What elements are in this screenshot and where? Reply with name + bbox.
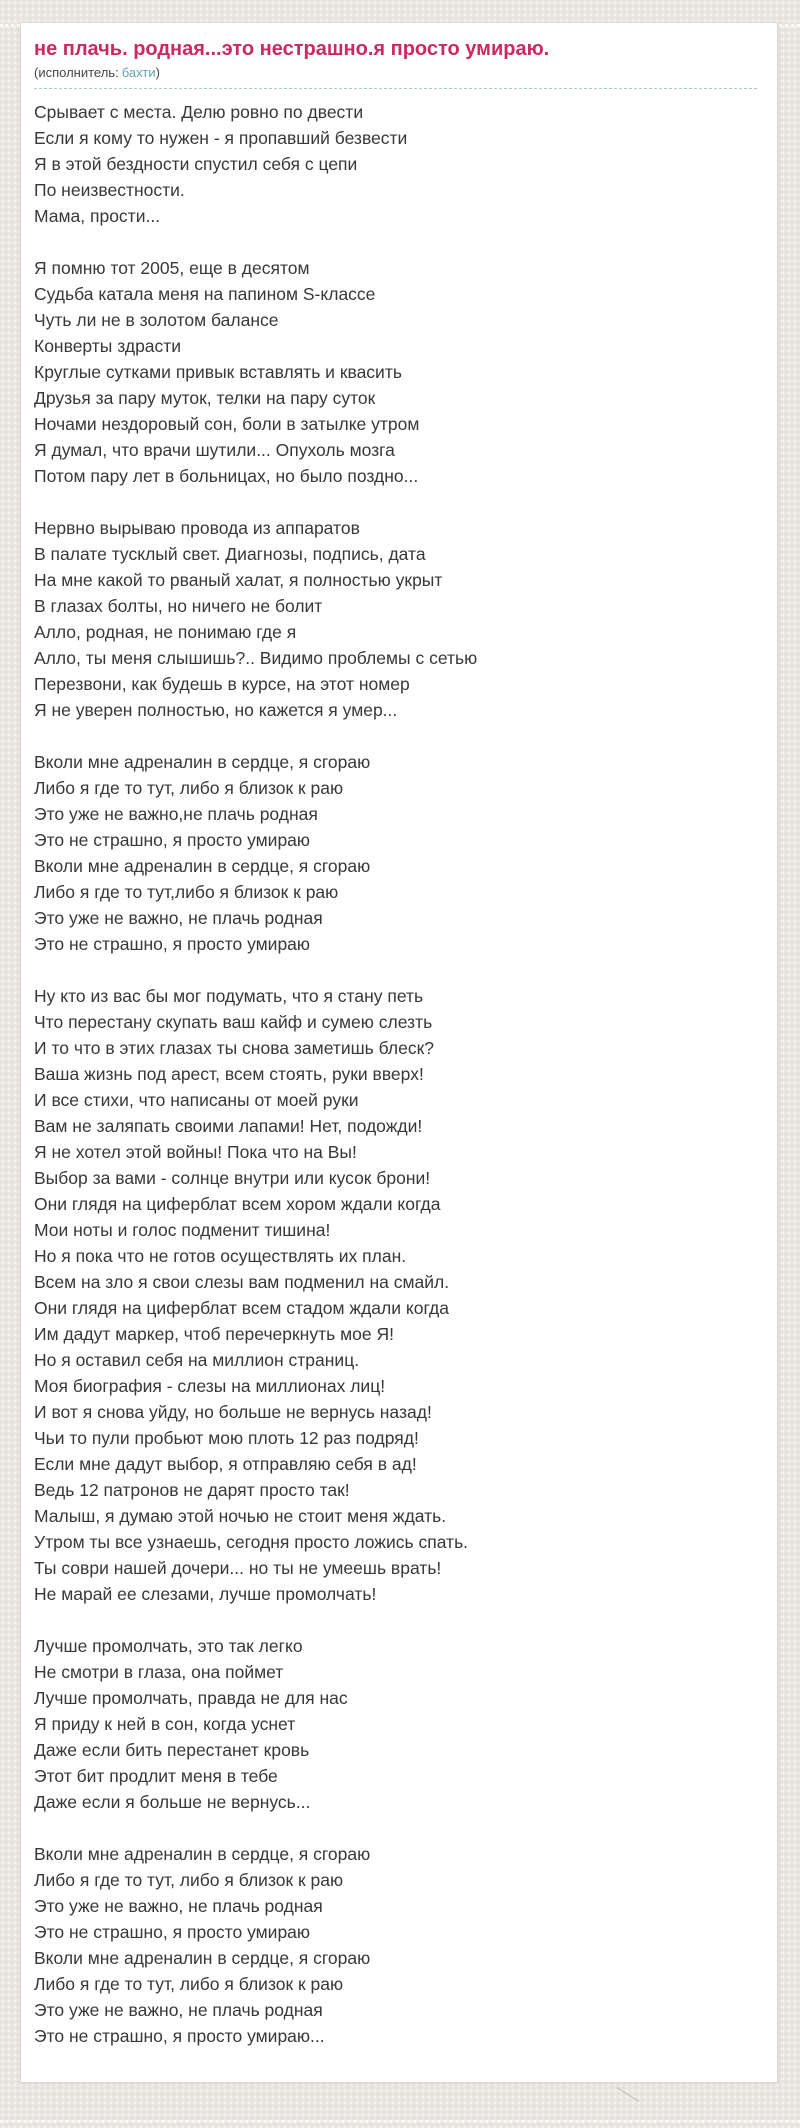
lyrics-line: Алло, родная, не понимаю где я [34, 622, 297, 642]
lyrics-line: В глазах болты, но ничего не болит [34, 596, 323, 616]
artist-label-close: ) [155, 65, 160, 80]
lyrics-line: Моя биография - слезы на миллионах лиц! [34, 1376, 386, 1396]
lyrics-line: Либо я где то тут, либо я близок к раю [34, 778, 344, 798]
lyrics-line: Что перестану скупать ваш кайф и сумею слезть [34, 1012, 433, 1032]
lyrics-line: Вколи мне адреналин в сердце, я сгораю [34, 752, 371, 772]
lyrics-line: Это уже не важно, не плачь родная [34, 1896, 323, 1916]
page-title: не плачь. родная...это нестрашно.я просто умираю. [34, 38, 550, 60]
lyrics-line: Это не страшно, я просто умираю... [34, 2026, 325, 2046]
lyrics-line: Мама, прости... [34, 206, 161, 226]
lyrics-line: Я не хотел этой войны! Пока что на Вы! [34, 1142, 357, 1162]
lyrics-line: Они глядя на циферблат всем хором ждали когда [34, 1194, 441, 1214]
lyrics-line: Вколи мне адреналин в сердце, я сгораю [34, 856, 371, 876]
page-background [0, 22, 800, 2128]
lyrics-line: Судьба катала меня на папином S-классе [34, 284, 376, 304]
lyrics-line: Это не страшно, я просто умираю [34, 830, 311, 850]
lyrics-line: Лучше промолчать, правда не для нас [34, 1688, 348, 1708]
lyrics-line: Утром ты все узнаешь, сегодня просто ложись спать. [34, 1532, 469, 1552]
lyrics-line: Это уже не важно, не плачь родная [34, 908, 323, 928]
lyrics-line: Всем на зло я свои слезы вам подменил на смайл. [34, 1272, 450, 1292]
lyrics-line: Вколи мне адреналин в сердце, я сгораю [34, 1948, 371, 1968]
lyrics-line: Выбор за вами - солнце внутри или кусок брони! [34, 1168, 431, 1188]
lyrics-line: Это не страшно, я просто умираю [34, 1922, 311, 1942]
artist-link[interactable]: бахти [121, 65, 156, 80]
lyrics-line: Друзья за пару муток, телки на пару суток [34, 388, 376, 408]
lyrics-stanza [34, 99, 757, 229]
lyrics-stanza [34, 255, 757, 489]
lyrics-text [34, 99, 757, 2049]
lyrics-line: И все стихи, что написаны от моей руки [34, 1090, 359, 1110]
lyrics-line: Они глядя на циферблат всем стадом ждали когда [34, 1298, 449, 1318]
lyrics-line: Либо я где то тут,либо я близок к раю [34, 882, 339, 902]
lyrics-line: Срывает с места. Делю ровно по двести [34, 102, 364, 122]
lyrics-stanza [34, 1633, 757, 1815]
lyrics-line: Даже если бить перестанет кровь [34, 1740, 310, 1760]
lyrics-line: По неизвестности. [34, 180, 185, 200]
lyrics-stanza [34, 515, 757, 723]
lyrics-line: Малыш, я думаю этой ночью не стоит меня ждать. [34, 1506, 447, 1526]
lyrics-line: И то что в этих глазах ты снова заметишь блеск? [34, 1038, 434, 1058]
lyrics-line: Я помню тот 2005, еще в десятом [34, 258, 310, 278]
lyrics-stanza [34, 983, 757, 1607]
lyrics-line: Ну кто из вас бы мог подумать, что я стану петь [34, 986, 424, 1006]
texture-scratch-decoration [617, 2087, 640, 2102]
lyrics-line: На мне какой то рваный халат, я полностью укрыт [34, 570, 443, 590]
artist-label: (исполнитель: [34, 65, 119, 80]
lyrics-card [20, 22, 778, 2083]
lyrics-line: Вколи мне адреналин в сердце, я сгораю [34, 1844, 371, 1864]
lyrics-line: Вам не заляпать своими лапами! Нет, подожди! [34, 1116, 423, 1136]
lyrics-line: Я думал, что врачи шутили... Опухоль мозга [34, 440, 395, 460]
lyrics-line: Мои ноты и голос подменит тишина! [34, 1220, 331, 1240]
lyrics-line: Потом пару лет в больницах, но было поздно... [34, 466, 419, 486]
lyrics-line: Я в этой бездности спустил себя с цепи [34, 154, 358, 174]
lyrics-line: Круглые сутками привык вставлять и квасить [34, 362, 402, 382]
lyrics-stanza [34, 1841, 757, 2049]
lyrics-line: Не смотри в глаза, она поймет [34, 1662, 284, 1682]
lyrics-stanza [34, 749, 757, 957]
lyrics-line: Чьи то пули пробьют мою плоть 12 раз подряд! [34, 1428, 419, 1448]
lyrics-line: Не марай ее слезами, лучше промолчать! [34, 1584, 377, 1604]
lyrics-line: Нервно вырываю провода из аппаратов [34, 518, 360, 538]
lyrics-line: И вот я снова уйду, но больше не вернусь назад! [34, 1402, 432, 1422]
lyrics-line: Даже если я больше не вернусь... [34, 1792, 311, 1812]
lyrics-line: Либо я где то тут, либо я близок к раю [34, 1974, 344, 1994]
lyrics-line: Этот бит продлит меня в тебе [34, 1766, 278, 1786]
lyrics-line: Я не уверен полностью, но кажется я умер... [34, 700, 398, 720]
lyrics-line: Ведь 12 патронов не дарят просто так! [34, 1480, 350, 1500]
lyrics-line: Чуть ли не в золотом балансе [34, 310, 279, 330]
lyrics-line: Алло, ты меня слышишь?.. Видимо проблемы с сетью [34, 648, 478, 668]
lyrics-line: Лучше промолчать, это так легко [34, 1636, 303, 1656]
lyrics-line: Либо я где то тут, либо я близок к раю [34, 1870, 344, 1890]
lyrics-line: Если я кому то нужен - я пропавший безвести [34, 128, 408, 148]
lyrics-line: Ваша жизнь под арест, всем стоять, руки вверх! [34, 1064, 424, 1084]
lyrics-line: Ночами нездоровый сон, боли в затылке утром [34, 414, 420, 434]
artist-line [34, 65, 757, 89]
lyrics-line: Если мне дадут выбор, я отправляю себя в ад! [34, 1454, 417, 1474]
lyrics-line: Ты соври нашей дочери... но ты не умеешь врать! [34, 1558, 442, 1578]
lyrics-line: Но я оставил себя на миллион страниц. [34, 1350, 360, 1370]
lyrics-line: Им дадут маркер, чтоб перечеркнуть мое Я! [34, 1324, 394, 1344]
lyrics-line: Я приду к ней в сон, когда уснет [34, 1714, 296, 1734]
lyrics-line: Это уже не важно,не плачь родная [34, 804, 318, 824]
lyrics-line: Конверты здрасти [34, 336, 182, 356]
lyrics-line: Это уже не важно, не плачь родная [34, 2000, 323, 2020]
bottom-dotted-texture-line [0, 2120, 800, 2123]
lyrics-line: Но я пока что не готов осуществлять их план. [34, 1246, 407, 1266]
lyrics-line: Это не страшно, я просто умираю [34, 934, 311, 954]
lyrics-line: Перезвони, как будешь в курсе, на этот номер [34, 674, 410, 694]
lyrics-line: В палате тусклый свет. Диагнозы, подпись, дата [34, 544, 426, 564]
